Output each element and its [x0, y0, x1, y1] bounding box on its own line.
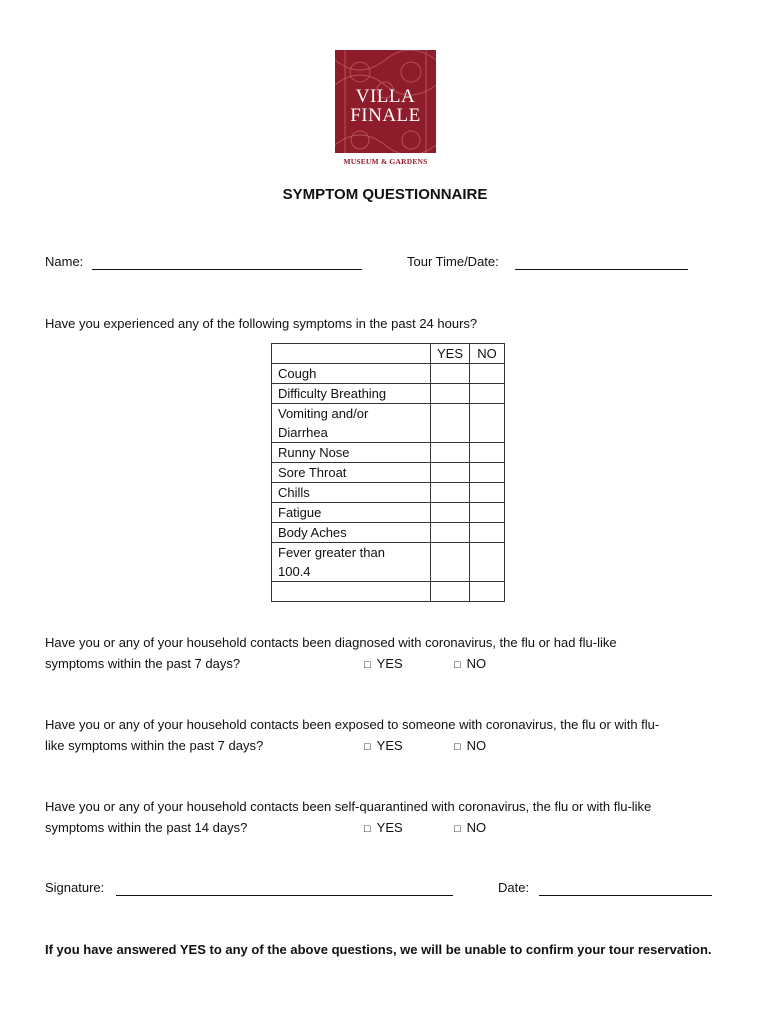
symptom-line: Diarrhea	[278, 425, 328, 440]
signature-field[interactable]	[116, 881, 453, 896]
option-label: YES	[376, 738, 403, 753]
no-cell[interactable]	[470, 443, 505, 463]
yes-cell[interactable]	[431, 582, 470, 602]
no-cell[interactable]	[470, 483, 505, 503]
symptom-sore-throat: Sore Throat	[272, 463, 431, 483]
symptom-line: Vomiting and/or	[278, 406, 369, 421]
symptom-vomiting-diarrhea	[272, 404, 431, 443]
checkbox-icon[interactable]: □	[454, 659, 461, 671]
yes-column-header: YES	[431, 344, 470, 364]
option-label: YES	[376, 656, 403, 671]
table-row	[272, 364, 505, 384]
no-cell[interactable]	[470, 364, 505, 384]
symptom-fever	[272, 543, 431, 582]
symptom-body-aches: Body Aches	[272, 523, 431, 543]
table-row	[272, 404, 505, 443]
quarantined-yes-option[interactable]	[364, 820, 403, 835]
diagnosed-no-option[interactable]	[454, 656, 486, 671]
question-line: Have you or any of your household contacts been exposed to someone with coronavirus, the flu or with flu-	[45, 717, 660, 732]
exposed-yes-option[interactable]	[364, 738, 403, 753]
yes-cell[interactable]	[431, 384, 470, 404]
question-quarantined	[45, 796, 651, 838]
checkbox-icon[interactable]: □	[454, 823, 461, 835]
symptoms-question: Have you experienced any of the following symptoms in the past 24 hours?	[45, 316, 478, 331]
question-line: Have you or any of your household contacts been self-quarantined with coronavirus, the flu or with flu-like	[45, 799, 652, 814]
name-label: Name:	[45, 254, 84, 269]
yes-cell[interactable]	[431, 523, 470, 543]
option-label: NO	[466, 738, 487, 753]
checkbox-icon[interactable]: □	[454, 741, 461, 753]
question-line: symptoms within the past 7 days?	[45, 656, 241, 671]
yes-cell[interactable]	[431, 543, 470, 582]
table-row	[272, 523, 505, 543]
no-cell[interactable]	[470, 582, 505, 602]
diagnosed-yes-option[interactable]	[364, 656, 403, 671]
symptom-line: 100.4	[278, 564, 311, 579]
symptom-fatigue: Fatigue	[272, 503, 431, 523]
table-row	[272, 483, 505, 503]
page-title: SYMPTOM QUESTIONNAIRE	[282, 186, 488, 203]
signature-label: Signature:	[45, 880, 105, 895]
option-label: YES	[376, 820, 403, 835]
option-label: NO	[466, 656, 487, 671]
option-label: NO	[466, 820, 487, 835]
checkbox-icon[interactable]: □	[364, 823, 371, 835]
question-line: symptoms within the past 14 days?	[45, 820, 248, 835]
table-row	[272, 543, 505, 582]
footer-note: If you have answered YES to any of the above questions, we will be unable to confirm your tour reservation.	[45, 942, 712, 957]
question-diagnosed	[45, 632, 617, 674]
no-cell[interactable]	[470, 503, 505, 523]
symptom-line: Fever greater than	[278, 545, 385, 560]
checkbox-icon[interactable]: □	[364, 659, 371, 671]
yes-cell[interactable]	[431, 463, 470, 483]
table-header-row	[272, 344, 505, 364]
question-exposed	[45, 714, 659, 756]
checkbox-icon[interactable]: □	[364, 741, 371, 753]
symptom-cough: Cough	[272, 364, 431, 384]
table-header-blank	[272, 344, 431, 364]
table-row	[272, 463, 505, 483]
question-line: like symptoms within the past 7 days?	[45, 738, 264, 753]
table-row	[272, 503, 505, 523]
date-label: Date:	[498, 880, 530, 895]
question-line: Have you or any of your household contacts been diagnosed with coronavirus, the flu or had flu-like	[45, 635, 617, 650]
yes-cell[interactable]	[431, 364, 470, 384]
villa-finale-logo	[335, 50, 436, 168]
quarantined-no-option[interactable]	[454, 820, 486, 835]
no-cell[interactable]	[470, 404, 505, 443]
tour-date-label: Tour Time/Date:	[407, 254, 499, 269]
no-column-header: NO	[470, 344, 505, 364]
symptom-blank	[272, 582, 431, 602]
no-cell[interactable]	[470, 543, 505, 582]
symptom-runny-nose: Runny Nose	[272, 443, 431, 463]
yes-cell[interactable]	[431, 443, 470, 463]
logo-emblem	[335, 50, 436, 153]
exposed-no-option[interactable]	[454, 738, 486, 753]
table-row	[272, 384, 505, 404]
no-cell[interactable]	[470, 523, 505, 543]
symptom-chills: Chills	[272, 483, 431, 503]
logo-subtitle: MUSEUM & GARDENS	[343, 157, 428, 166]
yes-cell[interactable]	[431, 503, 470, 523]
no-cell[interactable]	[470, 384, 505, 404]
tour-date-field[interactable]	[515, 255, 688, 270]
table-row	[272, 443, 505, 463]
symptom-table	[271, 343, 505, 602]
no-cell[interactable]	[470, 463, 505, 483]
logo-word-villa: VILLA	[355, 86, 416, 107]
yes-cell[interactable]	[431, 483, 470, 503]
table-row	[272, 582, 505, 602]
yes-cell[interactable]	[431, 404, 470, 443]
date-field[interactable]	[539, 881, 712, 896]
symptom-difficulty-breathing: Difficulty Breathing	[272, 384, 431, 404]
name-field[interactable]	[92, 255, 362, 270]
logo-word-finale: FINALE	[350, 105, 421, 126]
